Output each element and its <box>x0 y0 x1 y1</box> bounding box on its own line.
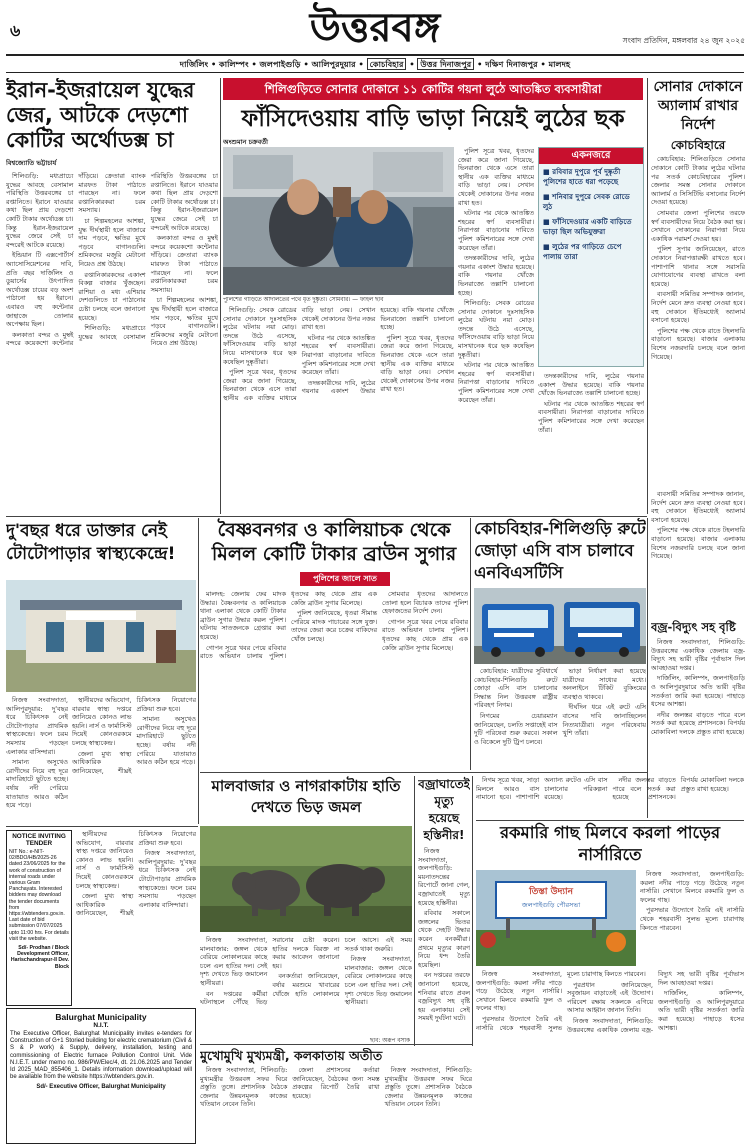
robbery-body-left: শিলিগুড়ি: সেবক রোডের সোনার দোকানে দুঃসাহসিক লুঠের ঘটনায় নয়া মোড়। তদন্তে উঠে এসেছে, ফাঁসিদেওয়ায় বাড়ি ভাড়া নিয়ে মাসখানেক ধরে ছক কষেছিল দুষ্কৃতীরা। পুলিশ সূত্রে খবর, ধৃতদের জেরা করে জানা গিয়েছে, ভিনরাজ্য থেকে এসে তারা স্থানীয় এক ব্যক্তির মাধ্যমে বাড়ি ভাড়া নেয়। সেখান থেকেই দোকানের উপর নজর রাখা হত। ঘটনার পর থেকে আতঙ্কিত শহরের স্বর্ণ ব্যবসায়ীরা। নিরাপত্তা বাড়ানোর দাবিতে পুলিশ কমিশনারের সঙ্গে দেখা করেছেন তাঁরা। তদন্তকারীদের দাবি, লুঠের গয়নার একাংশ উদ্ধার হয়েছে। বাকি গয়নার খোঁজে ভিনরাজ্যে তল্লাশি চালানো হচ্ছে। পুলিশ সূত্রে খবর, ধৃতদের জেরা করে জানা গিয়েছে, ভিনরাজ্য থেকে এসে তারা স্থানীয় এক ব্যক্তির মাধ্যমে বাড়ি ভাড়া নেয়। সেখান থেকেই দোকানের উপর নজর রাখা হত। <box>223 306 454 402</box>
elephant-death-body: নিজস্ব সংবাদদাতা, জলপাইগুড়ি: ময়নাতদন্তের রিপোর্টে জানা গেল, বজ্রাঘাতেই মৃত্যু হয়েছে হস্তিনীর। রবিবার সকালে জঙ্গলের ভিতর থেকে দেহটি উদ্ধার করেন বনকর্মীরা। প্রথমে মৃত্যুর কারণ নিয়ে ধন্দ তৈরি হয়েছিল। বন দপ্তরের তরফে জানানো হয়েছে, শনিবার রাতে প্রবল বজ্রবিদ্যুৎ সহ বৃষ্টি হয় এলাকায়। সেই সময়ই দুর্ঘটনা ঘটে। <box>418 847 470 1023</box>
nursery-photo <box>476 870 636 966</box>
doctor-photo <box>6 580 196 692</box>
robbery-photo <box>223 147 454 295</box>
elephant-watch-body: নিজস্ব সংবাদদাতা, মালবাজার: জঙ্গল থেকে বেরিয়ে লোকালয়ের কাছে চলে এল হাতির দল। সেই দৃশ্য দেখতে ভিড় জমালেন স্থানীয়রা। বন দপ্তরের কর্মীরা ঘটনাস্থলে পৌঁছে ভিড় সরানোর চেষ্টা করেন। হাতির দলকে বিরক্ত না করার আবেদন জানানো হয়। বনকর্তারা জানিয়েছেন, বর্ষার মরশুমে খাবারের খোঁজে হাতি লোকালয়ে চলে আসে। এই সময় সতর্ক থাকা জরুরি। নিজস্ব সংবাদদাতা, মালবাজার: জঙ্গল থেকে বেরিয়ে লোকালয়ের কাছে চলে এল হাতির দল। সেই দৃশ্য দেখতে ভিড় জমালেন স্থানীয়রা। <box>200 936 412 1007</box>
tender-2-subtitle: N.I.T. <box>93 1022 109 1029</box>
nursery-body-side: নিজস্ব সংবাদদাতা, জলপাইগুড়ি: করলা নদীর পাড়ে গড়ে উঠেছে নতুন নার্সারি। সেখানে মিলবে রকমারি ফুল ও ফলের গাছ। পুরসভার উদ্যোগে তৈরি এই নার্সারি থেকে শহরবাসী সুলভ মূল্যে চারাগাছ কিনতে পারবেন। <box>640 870 744 932</box>
doctor-body-left: নিজস্ব সংবাদদাতা, আলিপুরদুয়ার: দু'বছর ধরে চিকিৎসক নেই টোটোপাড়ার প্রাথমিক স্বাস্থ্যকেন্দ্রে। ফলে চরম সমস্যায় পড়ছেন এলাকার বাসিন্দারা। সামান্য অসুখেও রোগীদের নিয়ে বহু দূরে মাদারিহাটে ছুটতে হচ্ছে। বর্ষায় নদী পেরিয়ে যাতায়াত আরও কঠিন হয়ে পড়ে। <box>6 696 68 810</box>
elephant-photo <box>200 826 412 932</box>
bus-headline[interactable]: কোচবিহার-শিলিগুড়ি রুটে জোড়া এসি বাস চালাবে এনবিএসটিসি <box>474 519 646 582</box>
elephant-watch-headline[interactable]: মালবাজার ও নাগরাকাটায় হাতি দেখতে ভিড় জমল <box>211 777 401 816</box>
district-strip: দার্জিলিং • কালিম্পং • জলপাইগুড়ি • আলিপুরদুয়ার • কোচবিহার • উত্তর দিনাজপুর • দক্ষিণ দিনাজপুর • মালদহ <box>179 59 571 69</box>
tender-notice-2 <box>6 1008 196 1144</box>
doctor-body-cont: স্থানীয়দের অভিযোগ, বারবার স্বাস্থ্য দপ্তরে জানিয়েও কোনও লাভ হয়নি। নার্স ও ফার্মাসিস্ট দিয়েই কোনওরকমে চলছে স্বাস্থ্যকেন্দ্র। জেলা মুখ্য স্বাস্থ্য আধিকারিক জানিয়েছেন, শীঘ্রই চিকিৎসক নিয়োগের প্রক্রিয়া শুরু হবে। নিজস্ব সংবাদদাতা, আলিপুরদুয়ার: দু'বছর ধরে চিকিৎসক নেই টোটোপাড়ার প্রাথমিক স্বাস্থ্যকেন্দ্রে। ফলে চরম সমস্যায় পড়ছেন এলাকার বাসিন্দারা। <box>76 830 196 918</box>
robbery-byline: অংশুমান চক্রবর্তী <box>223 138 268 146</box>
district-item[interactable]: আলিপুরদুয়ার <box>311 59 356 69</box>
info-box-title: একনজরে <box>539 148 643 164</box>
doctor-body-right: স্থানীয়দের অভিযোগ, বারবার স্বাস্থ্য দপ্তরে জানিয়েও কোনও লাভ হয়নি। নার্স ও ফার্মাসিস্ট দিয়েই কোনওরকমে চলছে স্বাস্থ্যকেন্দ্র। জেলা মুখ্য স্বাস্থ্য আধিকারিক জানিয়েছেন, শীঘ্রই চিকিৎসক নিয়োগের প্রক্রিয়া শুরু হবে। সামান্য অসুখেও রোগীদের নিয়ে বহু দূরে মাদারিহাটে ছুটতে হচ্ছে। বর্ষায় নদী পেরিয়ে যাতায়াত আরও কঠিন হয়ে পড়ে। <box>72 696 196 775</box>
robbery-body-right: তদন্তকারীদের দাবি, লুঠের গয়নার একাংশ উদ্ধার হয়েছে। বাকি গয়নার খোঁজে ভিনরাজ্যে তল্লাশি চালানো হচ্ছে। ঘটনার পর থেকে আতঙ্কিত শহরের স্বর্ণ ব্যবসায়ীরা। নিরাপত্তা বাড়ানোর দাবিতে পুলিশ কমিশনারের সঙ্গে দেখা করেছেন তাঁরা। <box>538 372 644 434</box>
district-item[interactable]: কালিম্পং <box>219 59 249 69</box>
brown-sugar-body: মালদহ: জেলায় ফের মাদক উদ্ধার। বৈষ্ণবনগর ও কালিয়াচক থানা এলাকা থেকে কোটি টাকার ব্রাউন সুগার উদ্ধার করল পুলিশ। ঘটনায় সাতজনকে গ্রেপ্তার করা হয়েছে। গোপন সূত্রে খবর পেয়ে রবিবার রাতে অভিযান চালায় পুলিশ। ধৃতদের কাছ থেকে প্রায় এক কেজি ব্রাউন সুগার মিলেছে। পুলিশ জানিয়েছে, ধৃতরা সীমান্ত পেরিয়ে মাদক পাচারের সঙ্গে যুক্ত। তাদের জেরা করে চক্রের বাকিদের খোঁজ চলছে। সোমবার ধৃতদের আদালতে তোলা হলে বিচারক তাদের পুলিশ হেফাজতের নির্দেশ দেন। গোপন সূত্রে খবর পেয়ে রবিবার রাতে অভিযান চালায় পুলিশ। ধৃতদের কাছ থেকে প্রায় এক কেজি ব্রাউন সুগার মিলেছে। <box>200 590 468 661</box>
iran-headline[interactable]: ইরান-ইজরায়েল যুদ্ধের জের, আটকে দেড়শো কোটির অর্থোডক্স চা <box>6 78 195 152</box>
story-nursery <box>476 822 744 868</box>
nursery-sign-sub: জলপাইগুড়ি পৌরসভা <box>521 901 581 909</box>
iran-body: শিলিগুড়ি: মধ্যপ্রাচ্যে যুদ্ধের আবহে বেসামাল পরিস্থিতি উত্তরবঙ্গের চা রপ্তানিতে। ইরানে যাওয়ার কথা ছিল প্রায় দেড়শো কোটি টাকার অর্থোডক্স চা। কিন্তু ইরান-ইজরায়েল যুদ্ধের জেরে সেই চা বন্দরেই আটকে রয়েছে। ইন্ডিয়ান টি এক্সপোর্টার্স অ্যাসোসিয়েশনের দাবি, প্রতি বছর দার্জিলিং ও ডুয়ার্সের উৎপাদিত অর্থোডক্স চায়ের বড় অংশ পাঠানো হয় ইরানে। এবারও বহু কন্টেনার জাহাজে তোলার অপেক্ষায় ছিল। কলকাতা বন্দর ও মুম্বই বন্দরে কয়েকশো কন্টেনার দাঁড়িয়ে। ক্রেতারা ব্যাংক মারফত টাকা পাঠাতে পারছেন না। ফলে রপ্তানিকারকরা চরম সমস্যায়। চা শিল্পমহলের আশঙ্কা, যুদ্ধ দীর্ঘস্থায়ী হলে বাজারে দাম পড়বে, ক্ষতির মুখে পড়বে বাগানগুলি। শ্রমিকদের মজুরি মেটানো নিয়েও প্রশ্ন উঠছে। রপ্তানিকারকদের একাংশ বিকল্প বাজার খুঁজছেন। রাশিয়া ও মধ্য এশিয়ার দেশগুলিতে চা পাঠানোর চেষ্টা চলছে বলে জানানো হয়েছে। শিলিগুড়ি: মধ্যপ্রাচ্যে যুদ্ধের আবহে বেসামাল পরিস্থিতি উত্তরবঙ্গের চা রপ্তানিতে। ইরানে যাওয়ার কথা ছিল প্রায় দেড়শো কোটি টাকার অর্থোডক্স চা। কিন্তু ইরান-ইজরায়েল যুদ্ধের জেরে সেই চা বন্দরেই আটকে রয়েছে। কলকাতা বন্দর ও মুম্বই বন্দরে কয়েকশো কন্টেনার দাঁড়িয়ে। ক্রেতারা ব্যাংক মারফত টাকা পাঠাতে পারছেন না। ফলে রপ্তানিকারকরা চরম সমস্যায়। চা শিল্পমহলের আশঙ্কা, যুদ্ধ দীর্ঘস্থায়ী হলে বাজারে দাম পড়বে, ক্ষতির মুখে পড়বে বাগানগুলি। শ্রমিকদের মজুরি মেটানো নিয়েও প্রশ্ন উঠছে। <box>6 172 218 348</box>
robbery-kicker-bar <box>223 78 643 100</box>
robbery-photo-caption: পুলিশের গাড়িতে আদালতের পথে ধৃত দুষ্কৃতী। সোমবার। — ফাইল ছবি <box>223 297 384 303</box>
doctor-headline[interactable]: দু'বছর ধরে ডাক্তার নেই টোটোপাড়ার স্বাস্থ্যকেন্দ্রে! <box>6 521 176 564</box>
alarm-subhead: কোচবিহারে <box>670 138 726 152</box>
info-box-item: ■ রবিবার দুপুরে পূর্ব দুষ্কৃতী পুলিশের হাতে ধরা পড়েছে <box>543 167 621 186</box>
tender-notice-1 <box>6 830 72 1006</box>
alarm-body-cont: ব্যবসায়ী সমিতির সম্পাদক জানান, নির্দেশ মেনে দ্রুত ব্যবস্থা নেওয়া হবে। বহু দোকানে ইতিমধ্যেই অ্যালার্ম বসানো হয়েছে। পুলিশের পক্ষ থেকে রাতে টহলদারি বাড়ানো হয়েছে। বাজার এলাকায় বিশেষ নজরদারি চলছে বলে জানা গিয়েছে। <box>651 490 745 561</box>
cm-body: নিজস্ব সংবাদদাতা, শিলিগুড়ি: মুখ্যমন্ত্রীর উত্তরবঙ্গ সফর ঘিরে প্রস্তুতি তুঙ্গে। প্রশাসনিক বৈঠকে জেলার উন্নয়নমূলক কাজের খতিয়ান নেবেন তিনি। জেলা প্রশাসনের কর্তারা জানিয়েছেন, বৈঠকের জন্য সমস্ত প্রকল্পের রিপোর্ট তৈরি রাখা হয়েছে। নিজস্ব সংবাদদাতা, শিলিগুড়ি: মুখ্যমন্ত্রীর উত্তরবঙ্গ সফর ঘিরে প্রস্তুতি তুঙ্গে। প্রশাসনিক বৈঠকে জেলার উন্নয়নমূলক কাজের খতিয়ান নেবেন তিনি। <box>200 1066 472 1109</box>
page-number: ৬ <box>10 21 21 40</box>
tender-1-sign: Sd/- Prodhan / Block Development Officer, Harischandrapur-II Dev. Block <box>10 945 69 970</box>
alarm-headline[interactable]: সোনার দোকানে অ্যালার্ম রাখার নির্দেশ <box>653 79 743 133</box>
cm-headline[interactable]: মুখোমুখি মুখ্যমন্ত্রী, কলকাতায় অতীত <box>200 1048 383 1063</box>
elephant-death-headline[interactable]: বজ্রাঘাতেই মৃত্যু হয়েছে হস্তিনীর! <box>418 777 470 842</box>
robbery-info-box <box>538 147 644 367</box>
tender-2-sign: Sd/- Executive Officer, Balurghat Municipality <box>36 1084 166 1091</box>
nursery-headline[interactable]: রকমারি গাছ মিলবে করলা পাড়ের নার্সারিতে <box>499 823 721 864</box>
elephant-photo-credit: ছবি: অরূপ বসাক <box>369 1038 410 1044</box>
nursery-body: নিজস্ব সংবাদদাতা, জলপাইগুড়ি: করলা নদীর পাড়ে গড়ে উঠেছে নতুন নার্সারি। সেখানে মিলবে রকমারি ফুল ও ফলের গাছ। পুরসভার উদ্যোগে তৈরি এই নার্সারি থেকে শহরবাসী সুলভ মূল্যে চারাগাছ কিনতে পারবেন। পুরপ্রধান জানিয়েছেন, সবুজায়ন বাড়াতেই এই উদ্যোগ। পরিবেশ রক্ষায় সকলকে এগিয়ে আসার আহ্বান জানান তিনি। নিজস্ব সংবাদদাতা, শিলিগুড়ি: উত্তরবঙ্গের একাধিক জেলায় বজ্র-বিদ্যুৎ সহ ভারী বৃষ্টির পূর্বাভাস দিল আবহাওয়া দপ্তর। দার্জিলিং, কালিম্পং, জলপাইগুড়ি ও আলিপুরদুয়ারে অতি ভারী বৃষ্টির সতর্কতা জারি করা হয়েছে। পাহাড়ে ধসের আশঙ্কা। <box>476 970 744 1034</box>
bus-body: কোচবিহার: যাত্রীদের সুবিধার্থে কোচবিহার-শিলিগুড়ি রুটে জোড়া এসি বাস চালানোর সিদ্ধান্ত নিল উত্তরবঙ্গ রাষ্ট্রীয় পরিবহণ নিগম। নিগমের চেয়ারম্যান জানিয়েছেন, চলতি সপ্তাহেই বাস দুটি পরিষেবা শুরু করবে। সকাল ও বিকেলে দুটি ট্রিপ চলবে। ভাড়া নির্ধারণ করা হয়েছে যাত্রীদের সাধ্যের মধ্যে। অনলাইনে টিকিট বুকিংয়ের ব্যবস্থাও থাকবে। দীর্ঘদিন ধরে এই রুটে এসি বাসের দাবি জানাচ্ছিলেন নিত্যযাত্রীরা। নতুন পরিষেবায় খুশি তাঁরা। <box>474 667 646 746</box>
alarm-body: কোচবিহার: শিলিগুড়িতে সোনার দোকানে কোটি টাকার লুঠের ঘটনার পর সতর্ক কোচবিহারের পুলিশ। জেলার সমস্ত সোনার দোকানে অ্যালার্ম ও সিসিটিভি বসানোর নির্দেশ দেওয়া হয়েছে। সোমবার জেলা পুলিশের তরফে স্বর্ণ ব্যবসায়ীদের নিয়ে বৈঠক করা হয়। সেখানে দোকানের নিরাপত্তা নিয়ে একাধিক পরামর্শ দেওয়া হয়। পুলিশ সুপার জানিয়েছেন, রাতে দোকানে নিরাপত্তারক্ষী রাখতে হবে। পাশাপাশি থানার সঙ্গে সরাসরি যোগাযোগের ব্যবস্থা রাখতে বলা হয়েছে। ব্যবসায়ী সমিতির সম্পাদক জানান, নির্দেশ মেনে দ্রুত ব্যবস্থা নেওয়া হবে। বহু দোকানে ইতিমধ্যেই অ্যালার্ম বসানো হয়েছে। পুলিশের পক্ষ থেকে রাতে টহলদারি বাড়ানো হয়েছে। বাজার এলাকায় বিশেষ নজরদারি চলছে বলে জানা গিয়েছে। <box>651 155 745 361</box>
district-item[interactable]: কোচবিহার <box>367 58 407 70</box>
brown-sugar-tag: পুলিশের জালে সাত <box>300 572 390 586</box>
tender-1-body: NIT No.: e-NIT-02/BDO/HB/2025-26 dated 23/06/2025 for the work of construction of internal roads under various Gram Panchayats. Interested bidders may download the tender documents from https://wbtenders.gov.in. Last date of bid submission 07/07/2025 upto 11:00 hrs. For details visit the website. <box>9 849 69 942</box>
tender-2-body: The Executive Officer, Balurghat Municipality invites e-tenders for Construction of G+1 Storied building for electric crematorium (Civil & S & P work) & Supply, delivery, installation, testing and commissioning of Electric furnace Pollution Control Unit. Vide N.I.E.T. under memo no. 986/PW/Elec/4, dt. 21.06.2025 and Tender Id 2025_MAD_855406_1. Details information download/upload will be available from the website https://wbtenders.gov.in. <box>10 1031 192 1081</box>
story-iran <box>6 78 218 514</box>
info-box-item: ■ লুঠের পর গাড়িতে চেপে পালায় তারা <box>543 242 622 261</box>
district-item[interactable]: উত্তর দিনাজপুর <box>417 58 474 70</box>
tender-1-title: NOTICE INVITING TENDER <box>12 833 66 847</box>
brown-sugar-headline[interactable]: বৈষ্ণবনগর ও কালিয়াচক থেকে মিলল কোটি টাকার ব্রাউন সুগার <box>211 519 457 565</box>
district-item[interactable]: মালদহ <box>548 59 571 69</box>
story-elephant-death <box>418 776 470 1046</box>
district-item[interactable]: দক্ষিণ দিনাজপুর <box>485 59 538 69</box>
bus-body-cont: নিগম সূত্রে খবর, সাড়া মিললে আরও বাস নামানো হবে। পাশাপাশি অন্যান্য রুটেও এসি বাস চালানোর পরিকল্পনা রয়েছে। নদীর জলস্তর বাড়তে পারে বলে সতর্ক করা হয়েছে প্রশাসনকে। বিপর্যয় মোকাবিলা দলকে প্রস্তুত রাখা হয়েছে। <box>476 776 744 802</box>
district-item[interactable]: দার্জিলিং <box>179 59 209 69</box>
iran-byline: বিশ্বজ্যোতি ভট্টাচার্য <box>6 159 57 167</box>
thunder-body: নিজস্ব সংবাদদাতা, শিলিগুড়ি: উত্তরবঙ্গের একাধিক জেলায় বজ্র-বিদ্যুৎ সহ ভারী বৃষ্টির পূর্বাভাস দিল আবহাওয়া দপ্তর। দার্জিলিং, কালিম্পং, জলপাইগুড়ি ও আলিপুরদুয়ারে অতি ভারী বৃষ্টির সতর্কতা জারি করা হয়েছে। পাহাড়ে ধসের আশঙ্কা। নদীর জলস্তর বাড়তে পারে বলে সতর্ক করা হয়েছে প্রশাসনকে। বিপর্যয় মোকাবিলা দলকে প্রস্তুত রাখা হয়েছে। <box>651 638 745 736</box>
robbery-body-mid: পুলিশ সূত্রে খবর, ধৃতদের জেরা করে জানা গিয়েছে, ভিনরাজ্য থেকে এসে তারা স্থানীয় এক ব্যক্তির মাধ্যমে বাড়ি ভাড়া নেয়। সেখান থেকেই দোকানের উপর নজর রাখা হত। ঘটনার পর থেকে আতঙ্কিত শহরের স্বর্ণ ব্যবসায়ীরা। নিরাপত্তা বাড়ানোর দাবিতে পুলিশ কমিশনারের সঙ্গে দেখা করেছেন তাঁরা। তদন্তকারীদের দাবি, লুঠের গয়নার একাংশ উদ্ধার হয়েছে। বাকি গয়নার খোঁজে ভিনরাজ্যে তল্লাশি চালানো হচ্ছে। শিলিগুড়ি: সেবক রোডের সোনার দোকানে দুঃসাহসিক লুঠের ঘটনায় নয়া মোড়। তদন্তে উঠে এসেছে, ফাঁসিদেওয়ায় বাড়ি ভাড়া নিয়ে মাসখানেক ধরে ছক কষেছিল দুষ্কৃতীরা। ঘটনার পর থেকে আতঙ্কিত শহরের স্বর্ণ ব্যবসায়ীরা। নিরাপত্তা বাড়ানোর দাবিতে পুলিশ কমিশনারের সঙ্গে দেখা করেছেন তাঁরা। <box>458 147 534 404</box>
story-alarm <box>651 78 745 488</box>
info-box-item: ■ ফাঁসিদেওয়ার একটি বাড়িতে ভাড়া ছিল অভিযুক্তরা <box>543 217 632 236</box>
nursery-sign-title: তিস্তা উদ্যান <box>529 887 573 897</box>
thunder-headline[interactable]: বজ্র-বিদ্যুৎ সহ বৃষ্টি <box>651 620 736 634</box>
bus-photo <box>474 588 646 664</box>
dateline: সংবাদ প্রতিদিন, মঙ্গলবার ২৪ জুন ২০২৫ <box>622 36 745 45</box>
info-box-item: ■ শনিবার দুপুরে সেবক রোডে লুঠ <box>543 192 630 211</box>
section-title: উত্তরবঙ্গ <box>309 5 441 51</box>
story-cm <box>200 1048 472 1144</box>
robbery-headline[interactable]: ফাঁসিদেওয়ায় বাড়ি ভাড়া নিয়েই লুঠের ছক <box>241 106 625 132</box>
tender-2-title: Balurghat Municipality <box>55 1012 147 1022</box>
robbery-kicker[interactable]: শিলিগুড়িতে সোনার দোকানে ১১ কোটির গয়না লুঠে আতঙ্কিত ব্যবসায়ীরা <box>264 82 602 96</box>
story-elephant-watch <box>200 776 412 826</box>
district-item[interactable]: জলপাইগুড়ি <box>259 59 301 69</box>
